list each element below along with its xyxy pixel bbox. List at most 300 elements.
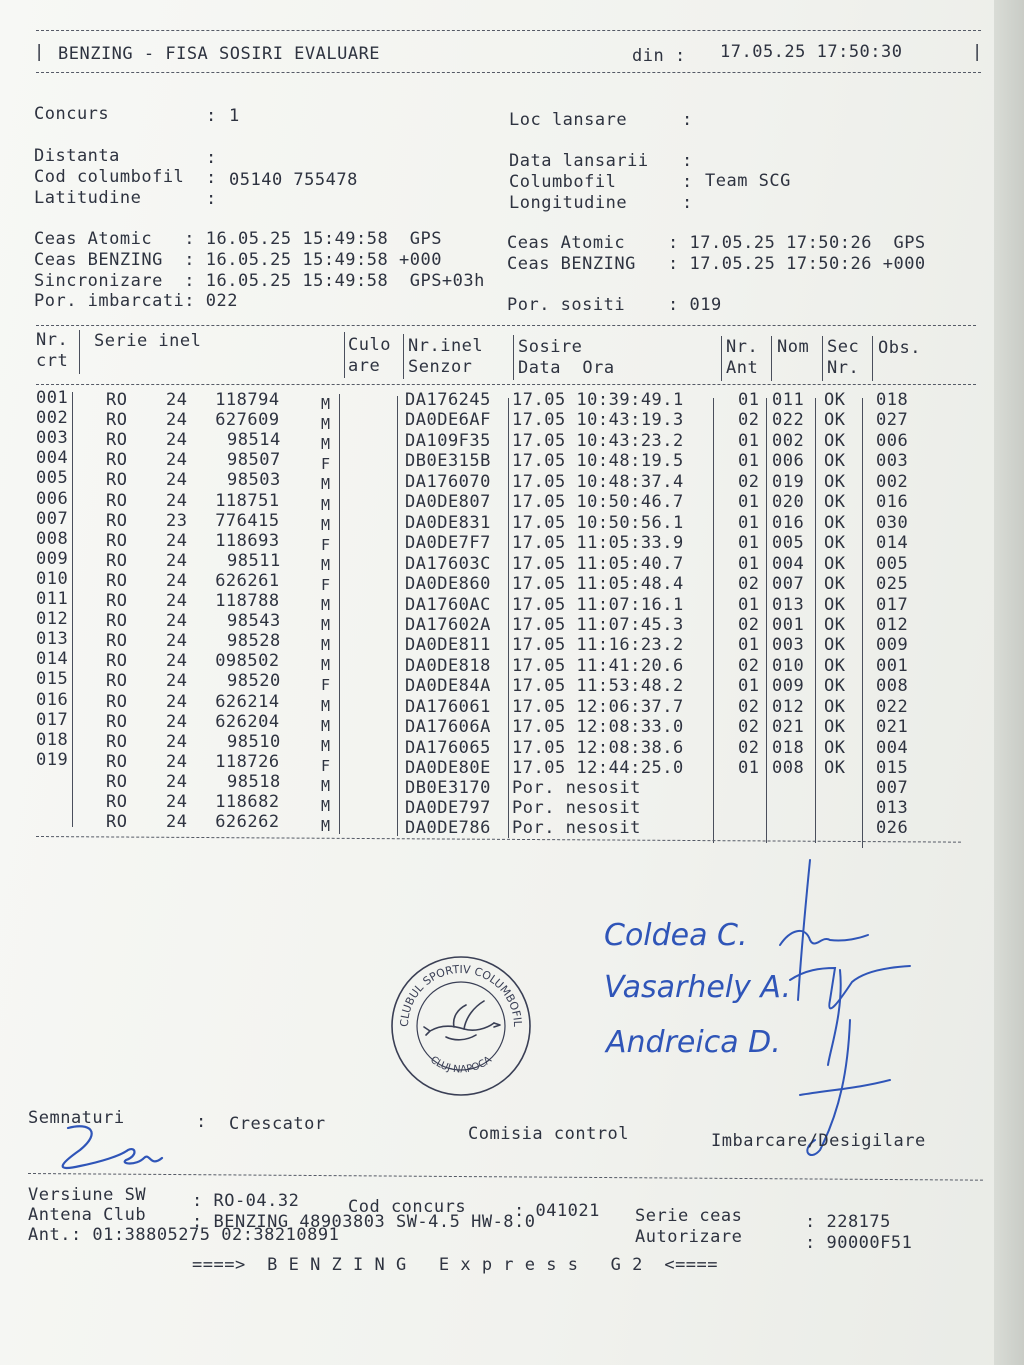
row-sex: M	[321, 555, 331, 574]
table-row	[0, 448, 1000, 474]
row-sex: M	[321, 395, 331, 413]
row-country: RO	[106, 751, 128, 772]
col-line-senzor-hdr	[513, 335, 514, 380]
latitudine-colon: :	[206, 189, 217, 209]
row-sex: M	[321, 656, 331, 675]
row-sec: OK	[824, 533, 846, 554]
row-sensor-ring: DA0DE818	[405, 655, 491, 676]
row-obs: 021	[876, 717, 909, 738]
table-row	[0, 792, 1000, 818]
hdr-sec-2: Nr.	[827, 358, 860, 378]
row-obs: 012	[876, 614, 909, 635]
row-year: 24	[166, 490, 188, 511]
row-country: RO	[106, 430, 128, 451]
header-right-bar: |	[972, 42, 983, 62]
row-nom: 012	[772, 696, 805, 717]
row-sec: OK	[824, 492, 846, 513]
row-sex: M	[321, 515, 331, 534]
row-ring-number: 118788	[215, 591, 280, 611]
semnaturi-label: Semnaturi	[28, 1108, 125, 1128]
por-imbarcati: Por. imbarcati: 022	[34, 291, 238, 311]
row-country: RO	[106, 510, 128, 531]
row-ring-number: 118693	[215, 530, 280, 551]
serie-ceas-value: : 228175	[805, 1212, 891, 1232]
row-sex: M	[321, 776, 331, 795]
hdr-nr-inel-2: Senzor	[408, 357, 473, 377]
row-year: 24	[166, 751, 188, 772]
row-sec: OK	[824, 676, 846, 697]
row-sensor-ring: DA176245	[405, 390, 491, 410]
row-year: 24	[166, 611, 188, 632]
row-sex: F	[321, 455, 331, 474]
row-ring-number: 098502	[215, 651, 280, 672]
row-country: RO	[106, 651, 128, 672]
serie-ceas-label: Serie ceas	[635, 1206, 743, 1226]
row-nr-crt: 004	[36, 448, 69, 469]
row-ring-number: 98514	[227, 430, 281, 451]
row-sensor-ring: DA176061	[405, 696, 491, 717]
dove-icon	[424, 1001, 500, 1040]
row-nr-crt: 001	[36, 388, 69, 408]
row-antenna: 02	[738, 655, 760, 676]
row-obs: 014	[876, 533, 909, 554]
row-nom: 006	[772, 451, 805, 472]
row-sex: F	[321, 535, 331, 554]
row-ring-number: 98507	[227, 450, 281, 471]
row-arrival: Por. nesosit	[512, 798, 641, 818]
row-sec: OK	[824, 635, 846, 656]
row-year: 24	[166, 671, 188, 692]
hdr-sosire-2: Data Ora	[518, 358, 615, 378]
row-ring-number: 118794	[215, 390, 280, 410]
row-year: 24	[166, 550, 188, 571]
semnaturi-colon: :	[196, 1112, 207, 1132]
row-sex: M	[321, 716, 331, 735]
antena-label: Antena Club	[28, 1205, 147, 1225]
row-arrival: 17.05 10:43:19.3	[512, 410, 684, 431]
row-antenna: 02	[738, 696, 760, 717]
row-nom: 005	[772, 533, 805, 554]
concurs-colon: :	[206, 106, 217, 126]
row-ring-number: 98543	[227, 611, 281, 632]
header-datetime: 17.05.25 17:50:30	[720, 42, 903, 62]
antenna-line: Ant.: 01:38805275 02:38210891	[28, 1225, 340, 1245]
row-country: RO	[106, 691, 128, 712]
row-nr-crt: 018	[36, 729, 69, 750]
row-sec: OK	[824, 696, 846, 717]
table-bottom-rule	[36, 836, 961, 843]
row-nr-crt: 006	[36, 488, 69, 509]
row-sex: M	[321, 736, 331, 755]
row-antenna: 01	[738, 512, 760, 533]
row-nom: 001	[772, 614, 805, 635]
columbofil-value: Team SCG	[705, 171, 791, 191]
row-obs: 013	[876, 798, 909, 818]
row-ring-number: 627609	[215, 410, 280, 431]
columbofil-colon: :	[682, 172, 693, 192]
col-line-serie-hdr	[344, 332, 345, 378]
hdr-nom: Nom	[777, 337, 810, 357]
row-antenna: 02	[738, 737, 760, 758]
concurs-label: Concurs	[34, 104, 110, 124]
row-ring-number: 626214	[215, 691, 280, 712]
table-row	[0, 689, 1000, 717]
row-country: RO	[106, 671, 128, 692]
table-row	[0, 649, 1000, 676]
row-obs: 025	[876, 574, 909, 595]
hdr-culoare-2: are	[348, 356, 381, 376]
antena-value: : BENZING 48903803 SW-4.5 HW-8.0	[192, 1212, 536, 1232]
hdr-nr-crt-1: Nr.	[36, 330, 69, 350]
row-nom: 009	[772, 676, 805, 697]
row-nr-crt: 005	[36, 468, 69, 489]
row-country: RO	[106, 470, 128, 491]
row-sensor-ring: DA1760AC	[405, 594, 491, 615]
row-nom: 019	[772, 471, 805, 492]
row-arrival: Por. nesosit	[512, 818, 641, 839]
stamp-text-top-path: CLUBUL SPORTIV COLUMBOFIL	[397, 962, 525, 1028]
row-antenna: 01	[738, 635, 760, 656]
longitudine-colon: :	[682, 193, 693, 213]
row-arrival: 17.05 12:06:37.7	[512, 696, 684, 717]
row-ring-number: 98511	[227, 550, 281, 571]
versiune-label: Versiune SW	[28, 1185, 147, 1205]
row-nr-crt: 013	[36, 629, 69, 650]
table-row	[0, 568, 1000, 595]
row-obs: 022	[876, 696, 909, 717]
row-sensor-ring: DA0DE811	[405, 635, 491, 656]
row-year: 24	[166, 651, 188, 672]
row-nr-crt: 019	[36, 749, 69, 770]
row-obs: 030	[876, 512, 909, 533]
row-sensor-ring: DA0DE797	[405, 798, 491, 818]
table-row	[0, 589, 1000, 615]
col-line-crt-hdr	[79, 330, 80, 374]
row-country: RO	[106, 490, 128, 511]
row-year: 24	[166, 591, 188, 611]
hdr-nr-crt-2: crt	[36, 351, 69, 371]
row-nom: 016	[772, 512, 805, 533]
por-sositi: Por. sositi : 019	[507, 295, 722, 315]
row-ring-number: 626204	[215, 711, 280, 732]
row-antenna: 02	[738, 614, 760, 635]
row-sensor-ring: DA0DE7F7	[405, 533, 491, 554]
row-obs: 007	[876, 777, 909, 798]
row-sensor-ring: DA0DE831	[405, 512, 491, 533]
header-left-bar: |	[34, 42, 45, 62]
row-arrival: 17.05 10:48:37.4	[512, 471, 684, 492]
table-row	[0, 729, 1000, 758]
hdr-sec-1: Sec	[827, 337, 860, 357]
row-sex: F	[321, 756, 331, 775]
row-nom: 008	[772, 757, 805, 778]
row-ring-number: 98510	[227, 731, 281, 752]
row-sensor-ring: DA17602A	[405, 614, 491, 635]
row-arrival: 17.05 11:41:20.6	[512, 655, 684, 676]
row-sec: OK	[824, 757, 846, 778]
row-arrival: 17.05 12:08:38.6	[512, 737, 684, 758]
col-line-sosire-hdr	[721, 336, 722, 381]
hdr-nr-ant-2: Ant	[726, 358, 759, 378]
table-row	[0, 669, 1000, 697]
row-country: RO	[106, 812, 128, 833]
row-sex: M	[321, 817, 331, 836]
row-sensor-ring: DA109F35	[405, 430, 491, 451]
row-nom: 003	[772, 635, 805, 656]
hdr-serie-inel: Serie inel	[94, 331, 202, 351]
row-nr-crt: 015	[36, 669, 69, 690]
row-sensor-ring: DB0E315B	[405, 451, 491, 472]
row-antenna: 02	[738, 410, 760, 431]
row-obs: 002	[876, 471, 909, 492]
row-nom: 004	[772, 553, 805, 574]
sincronizare-left: Sincronizare : 16.05.25 15:49:58 GPS+03h	[34, 271, 485, 291]
table-row	[0, 408, 1000, 434]
row-nr-crt: 017	[36, 709, 69, 730]
row-sex: M	[321, 596, 331, 614]
row-nom: 010	[772, 655, 805, 676]
document-title: BENZING - FISA SOSIRI EVALUARE	[58, 44, 381, 64]
row-country: RO	[106, 731, 128, 752]
hdr-nr-ant-1: Nr.	[726, 337, 759, 357]
concurs-value: 1	[229, 106, 240, 126]
table-row	[0, 548, 1000, 574]
brand-line: ====> B E N Z I N G E x p r e s s G 2 <====	[192, 1255, 719, 1275]
header-din-label: din :	[632, 46, 686, 66]
row-antenna: 01	[738, 594, 760, 615]
row-nom: 022	[772, 410, 805, 431]
longitudine-label: Longitudine	[509, 193, 628, 213]
row-year: 24	[166, 430, 188, 451]
row-nr-crt: 012	[36, 609, 69, 630]
comisia-label: Comisia control	[468, 1124, 630, 1144]
distanta-label: Distanta	[34, 146, 120, 166]
row-arrival: 17.05 11:07:45.3	[512, 614, 684, 635]
row-ring-number: 98518	[227, 771, 281, 792]
row-antenna: 01	[738, 757, 760, 778]
row-country: RO	[106, 792, 128, 812]
row-sensor-ring: DA17603C	[405, 553, 491, 574]
row-sex: F	[321, 575, 331, 594]
row-obs: 003	[876, 451, 909, 472]
row-nr-crt: 010	[36, 568, 69, 589]
row-sex: M	[321, 696, 331, 715]
row-antenna: 01	[738, 390, 760, 410]
row-nr-crt: 007	[36, 508, 69, 529]
row-sec: OK	[824, 574, 846, 595]
row-arrival: Por. nesosit	[512, 777, 641, 798]
table-top-rule	[36, 325, 976, 326]
row-nr-crt: 003	[36, 428, 69, 449]
row-nom: 002	[772, 430, 805, 451]
row-year: 24	[166, 731, 188, 752]
data-lansarii-colon: :	[682, 151, 693, 171]
row-arrival: 17.05 10:50:56.1	[512, 512, 684, 533]
row-obs: 006	[876, 430, 909, 451]
row-ring-number: 98528	[227, 631, 281, 652]
row-country: RO	[106, 390, 128, 410]
loc-lansare-colon: :	[682, 110, 693, 130]
row-sensor-ring: DA176070	[405, 471, 491, 492]
table-row	[0, 609, 1000, 635]
cod-concurs-value: : 041021	[514, 1201, 600, 1221]
row-year: 24	[166, 410, 188, 431]
row-year: 24	[166, 792, 188, 812]
data-lansarii-label: Data lansarii	[509, 151, 649, 171]
row-country: RO	[106, 631, 128, 652]
latitudine-label: Latitudine	[34, 188, 142, 208]
row-antenna: 01	[738, 492, 760, 513]
row-year: 23	[166, 510, 188, 531]
row-obs: 027	[876, 410, 909, 431]
row-sec: OK	[824, 512, 846, 533]
row-obs: 017	[876, 594, 909, 615]
row-sex: F	[321, 676, 331, 695]
row-ring-number: 626262	[215, 812, 280, 833]
crescator-label: Crescator	[229, 1114, 326, 1134]
row-arrival: 17.05 11:05:40.7	[512, 553, 684, 574]
loc-lansare-label: Loc lansare	[509, 110, 628, 130]
row-obs: 018	[876, 390, 909, 410]
row-obs: 016	[876, 492, 909, 513]
row-arrival: 17.05 10:48:19.5	[512, 451, 684, 472]
cod-concurs-label: Cod concurs	[348, 1197, 467, 1217]
autorizare-value: : 90000F51	[805, 1233, 913, 1253]
table-row	[0, 468, 1000, 494]
row-ring-number: 776415	[215, 510, 280, 531]
autorizare-label: Autorizare	[635, 1227, 743, 1247]
row-obs: 009	[876, 635, 909, 656]
row-arrival: 17.05 11:53:48.2	[512, 676, 684, 697]
hdr-culoare-1: Culo	[348, 335, 391, 355]
table-row	[0, 388, 1000, 413]
versiune-value: : RO-04.32	[192, 1191, 300, 1211]
row-sensor-ring: DA17606A	[405, 717, 491, 738]
table-row	[0, 749, 1000, 778]
row-year: 24	[166, 530, 188, 551]
cod-columbofil-value: 05140 755478	[229, 170, 358, 190]
row-arrival: 17.05 11:16:23.2	[512, 635, 684, 656]
row-sensor-ring: DA0DE6AF	[405, 410, 491, 431]
row-nr-crt: 016	[36, 689, 69, 710]
row-nr-crt: 008	[36, 528, 69, 549]
col-line-nom-hdr	[822, 336, 823, 381]
cod-columbofil-label: Cod columbofil	[34, 167, 185, 187]
ceas-benzing-left: Ceas BENZING : 16.05.25 15:49:58 +000	[34, 250, 442, 270]
row-arrival: 17.05 12:44:25.0	[512, 757, 684, 778]
row-antenna: 01	[738, 430, 760, 451]
row-arrival: 17.05 11:07:16.1	[512, 594, 684, 615]
row-nr-crt: 011	[36, 589, 69, 609]
row-ring-number: 118751	[215, 490, 280, 511]
row-sensor-ring: DA0DE84A	[405, 676, 491, 697]
row-year: 24	[166, 691, 188, 712]
row-nom: 007	[772, 574, 805, 595]
row-antenna: 02	[738, 717, 760, 738]
row-sensor-ring: DA0DE860	[405, 574, 491, 595]
hdr-nr-inel-1: Nr.inel	[408, 336, 484, 356]
row-year: 24	[166, 570, 188, 591]
row-arrival: 17.05 11:05:48.4	[512, 574, 684, 595]
row-sec: OK	[824, 594, 846, 615]
ceas-benzing-right: Ceas BENZING : 17.05.25 17:50:26 +000	[507, 254, 926, 274]
row-nom: 020	[772, 492, 805, 513]
row-sec: OK	[824, 390, 846, 410]
row-sex: M	[321, 435, 331, 454]
handwritten-name-1: Coldea C.	[604, 918, 748, 953]
row-obs: 008	[876, 676, 909, 697]
columbofil-label: Columbofil	[509, 172, 617, 192]
row-antenna: 02	[738, 471, 760, 492]
row-obs: 001	[876, 655, 909, 676]
row-sec: OK	[824, 430, 846, 451]
row-country: RO	[106, 410, 128, 431]
row-sex: M	[321, 636, 331, 655]
row-country: RO	[106, 570, 128, 591]
row-arrival: 17.05 10:50:46.7	[512, 492, 684, 513]
row-sensor-ring: DA0DE786	[405, 818, 491, 839]
distanta-colon: :	[206, 148, 217, 168]
hdr-obs: Obs.	[878, 338, 921, 358]
row-sec: OK	[824, 553, 846, 574]
row-country: RO	[106, 591, 128, 611]
row-sec: OK	[824, 655, 846, 676]
row-sex: M	[321, 415, 331, 434]
row-nom: 011	[772, 390, 805, 410]
row-sex: M	[321, 616, 331, 635]
hdr-sosire-1: Sosire	[518, 337, 583, 357]
row-nr-crt: 009	[36, 548, 69, 569]
row-country: RO	[106, 771, 128, 792]
row-country: RO	[106, 530, 128, 551]
row-year: 24	[166, 771, 188, 792]
cod-columbofil-colon: :	[206, 168, 217, 188]
row-sensor-ring: DB0E3170	[405, 777, 491, 798]
club-stamp	[390, 955, 532, 1097]
row-sec: OK	[824, 737, 846, 758]
col-line-sec-hdr	[872, 336, 873, 381]
row-country: RO	[106, 711, 128, 732]
row-antenna: 02	[738, 574, 760, 595]
stamp-text-bottom-path: CLUJ-NAPOCA	[428, 1054, 494, 1076]
row-obs: 004	[876, 737, 909, 758]
row-country: RO	[106, 611, 128, 632]
row-ring-number: 118726	[215, 751, 280, 772]
row-nom: 018	[772, 737, 805, 758]
table-row	[0, 508, 1000, 534]
table-row	[0, 528, 1000, 554]
table-row	[0, 771, 1000, 798]
row-arrival: 17.05 10:43:23.2	[512, 430, 684, 451]
header-bottom-rule	[36, 72, 981, 73]
row-sec: OK	[824, 614, 846, 635]
row-arrival: 17.05 12:08:33.0	[512, 717, 684, 738]
row-antenna: 01	[738, 553, 760, 574]
row-arrival: 17.05 10:39:49.1	[512, 390, 684, 410]
row-antenna: 01	[738, 451, 760, 472]
table-row	[0, 812, 1000, 839]
ceas-atomic-left: Ceas Atomic : 16.05.25 15:49:58 GPS	[34, 229, 442, 249]
col-line-culoare-hdr	[403, 334, 404, 379]
row-ring-number: 118682	[215, 792, 280, 812]
col-line-ant-hdr	[771, 336, 772, 381]
row-nom: 013	[772, 594, 805, 615]
row-sex: M	[321, 495, 331, 514]
row-country: RO	[106, 550, 128, 571]
handwritten-name-2: Vasarhely A.	[604, 970, 792, 1005]
row-sec: OK	[824, 451, 846, 472]
row-ring-number: 98503	[227, 470, 281, 491]
